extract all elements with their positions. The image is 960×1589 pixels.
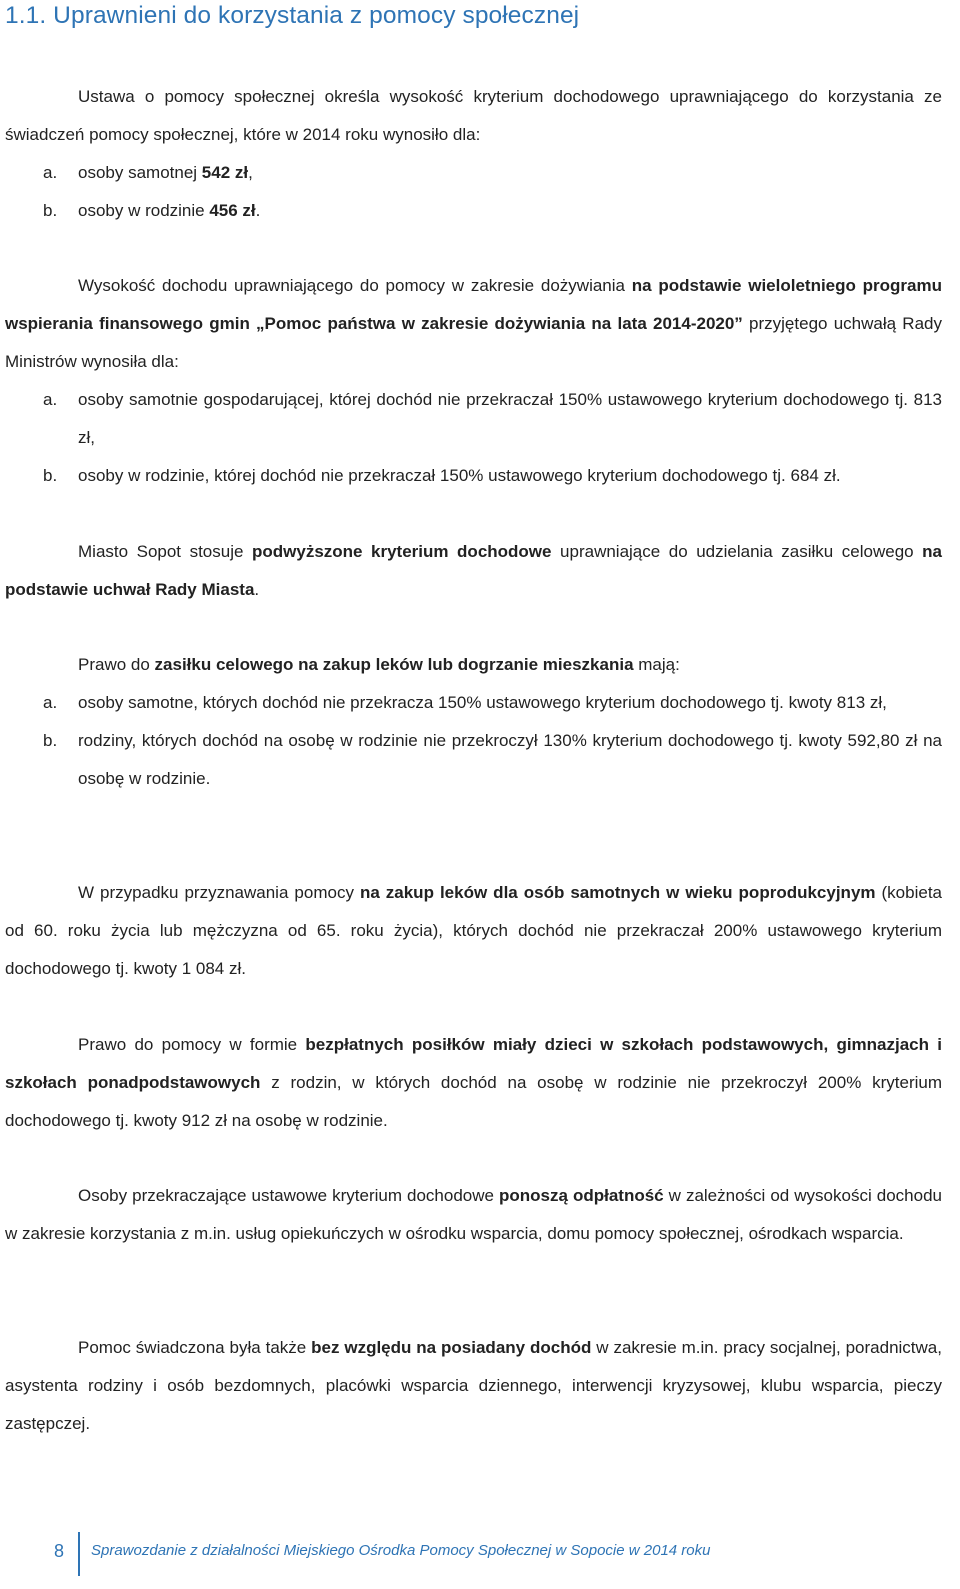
paragraph-income-criterion: [5, 78, 942, 154]
paragraph-text: Pomoc świadczona była także bez względu na posiadany dochód w zakresie m.in. pracy socjalnej, poradnictwa, asystenta rodziny i osób bezdomnych, placówki wsparcia dziennego, interwencji kryzysowej, klubu wsparcia, pieczy zastępczej.: [5, 1338, 942, 1433]
list-target-allowance: [5, 684, 942, 798]
list-marker: b.: [43, 201, 58, 220]
list-item: [5, 722, 942, 798]
list-item: [5, 457, 942, 495]
paragraph-payment: [5, 1177, 942, 1253]
paragraph-target-allowance: [5, 646, 942, 684]
paragraph-text: Prawo do zasiłku celowego na zakup leków lub dogrzanie mieszkania mają:: [78, 655, 680, 674]
list-item-text: osoby w rodzinie 456 zł.: [78, 201, 261, 220]
footer-divider: [78, 1532, 80, 1576]
footer-title: Sprawozdanie z działalności Miejskiego Ośrodka Pomocy Społecznej w Sopocie w 2014 roku: [91, 1542, 711, 1559]
paragraph-help-regardless: [5, 1329, 942, 1443]
list-item: [5, 192, 942, 230]
paragraph-nutrition-program: [5, 267, 942, 381]
paragraph-text: W przypadku przyznawania pomocy na zakup leków dla osób samotnych w wieku poprodukcyjnym (kobieta od 60. roku życia lub mężczyzna od 65. roku życia), których dochód nie przekraczał 200% ustawowego kryterium dochodowego tj. kwoty 1 084 zł.: [5, 883, 942, 978]
paragraph-text: Ustawa o pomocy społecznej określa wysokość kryterium dochodowego uprawniającego do korzystania ze świadczeń pomocy społecznej, które w 2014 roku wynosiło dla:: [5, 87, 942, 144]
list-item: [5, 684, 942, 722]
paragraph-text: Osoby przekraczające ustawowe kryterium dochodowe ponoszą odpłatność w zależności od wysokości dochodu w zakresie korzystania z m.in. usług opiekuńczych w ośrodku wsparcia, domu pomocy społecznej, ośrodkach wsparcia.: [5, 1186, 942, 1243]
section-heading: 1.1. Uprawnieni do korzystania z pomocy społecznej: [5, 2, 580, 29]
list-item-text: osoby w rodzinie, której dochód nie przekraczał 150% ustawowego kryterium dochodowego tj. 684 zł.: [78, 466, 841, 485]
list-income-criterion: [5, 154, 942, 230]
paragraph-text: Miasto Sopot stosuje podwyższone kryterium dochodowe uprawniające do udzielania zasiłku celowego na podstawie uchwał Rady Miasta.: [5, 542, 943, 599]
list-item-text: rodziny, których dochód na osobę w rodzinie nie przekroczył 130% kryterium dochodowego tj. kwoty 592,80 zł na osobę w rodzinie.: [78, 731, 942, 788]
list-item: [5, 381, 942, 457]
list-marker: a.: [43, 693, 58, 712]
list-nutrition-program: [5, 381, 942, 495]
page-number: 8: [54, 1541, 65, 1561]
list-item-text: osoby samotnej 542 zł,: [78, 163, 253, 182]
list-marker: b.: [43, 731, 58, 750]
paragraph-text: Wysokość dochodu uprawniającego do pomocy w zakresie dożywiania na podstawie wieloletniego programu wspierania finansowego gmin „Pomoc państwa w zakresie dożywiania na lata 2014-2020” przyjętego uchwałą Rady Ministrów wynosiła dla:: [5, 276, 942, 371]
paragraph-free-meals: [5, 1026, 942, 1140]
paragraph-text: Prawo do pomocy w formie bezpłatnych posiłków miały dzieci w szkołach podstawowych, gimnazjach i szkołach ponadpodstawowych z rodzin, w których dochód na osobę w rodzinie nie przekroczył 200% kryterium dochodowego tj. kwoty 912 zł na osobę w rodzinie.: [5, 1035, 943, 1130]
page-footer: [0, 1532, 960, 1576]
paragraph-sopot-criterion: [5, 533, 942, 609]
list-marker: a.: [43, 163, 58, 182]
list-marker: a.: [43, 390, 58, 409]
paragraph-medicine-elderly: [5, 874, 942, 988]
list-item-text: osoby samotnie gospodarującej, której dochód nie przekraczał 150% ustawowego kryterium dochodowego tj. 813 zł,: [78, 390, 942, 447]
list-item-text: osoby samotne, których dochód nie przekracza 150% ustawowego kryterium dochodowego tj. kwoty 813 zł,: [78, 693, 887, 712]
list-item: [5, 154, 942, 192]
list-marker: b.: [43, 466, 58, 485]
